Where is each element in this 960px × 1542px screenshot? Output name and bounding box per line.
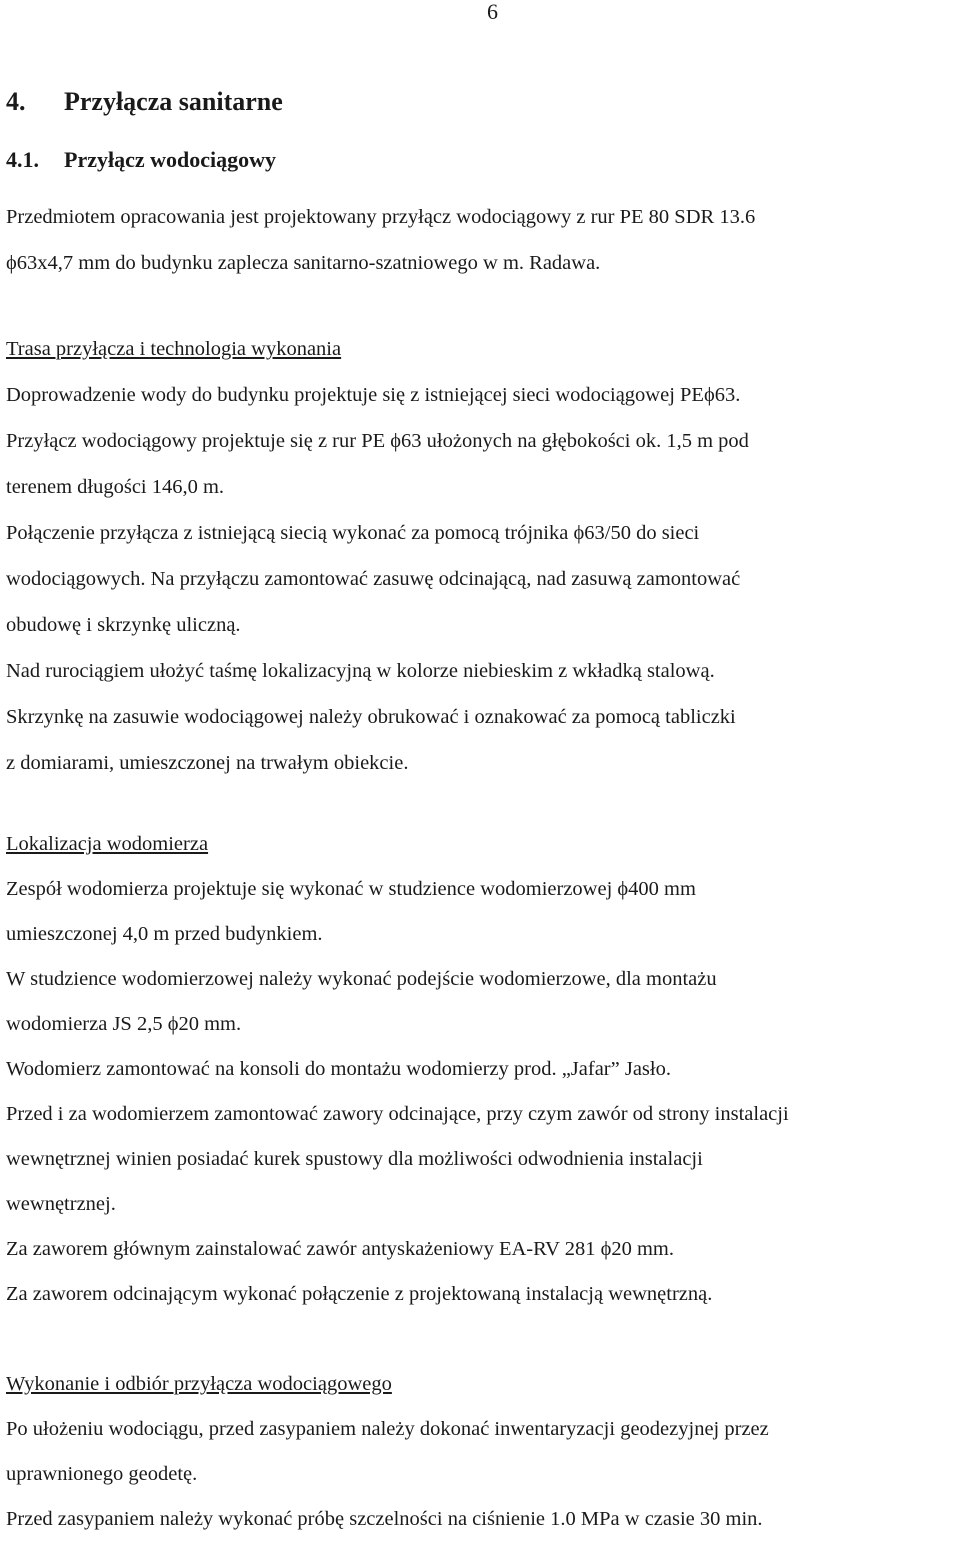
text-line: Doprowadzenie wody do budynku projektuje się z istniejącej sieci wodociągowej PEϕ63. [6,384,741,406]
section-title: Lokalizacja wodomierza [6,833,209,855]
text-line: ϕ63x4,7 mm do budynku zaplecza sanitarno-szatniowego w m. Radawa. [6,252,601,274]
text-line: umieszczonej 4,0 m przed budynkiem. [6,923,323,945]
page-number: 6 [487,0,498,24]
text-line: Przyłącz wodociągowy projektuje się z rur PE ϕ63 ułożonych na głębokości ok. 1,5 m pod [6,430,749,452]
text-line: obudowę i skrzynkę uliczną. [6,614,241,636]
intro-paragraph [6,194,960,286]
heading-section-4 [6,86,283,118]
section-execution [6,1362,960,1542]
text-line: wewnętrznej winien posiadać kurek spustowy dla możliwości odwodnienia instalacji [6,1148,703,1170]
text-line: Przed i za wodomierzem zamontować zawory odcinające, przy czym zawór od strony instalacji [6,1103,789,1125]
text-line: wodociągowych. Na przyłączu zamontować zasuwę odcinającą, nad zasuwą zamontować [6,568,741,590]
text-line: Połączenie przyłącza z istniejącą siecią wykonać za pomocą trójnika ϕ63/50 do sieci [6,522,700,544]
text-line: wodomierza JS 2,5 ϕ20 mm. [6,1013,242,1035]
text-line: Zespół wodomierza projektuje się wykonać w studzience wodomierzowej ϕ400 mm [6,878,696,900]
section-title: Trasa przyłącza i technologia wykonania [6,338,342,360]
text-line: Skrzynkę na zasuwie wodociągowej należy obrukować i oznakować za pomocą tabliczki [6,706,736,728]
text-line: wewnętrznej. [6,1193,116,1215]
text-line: W studzience wodomierzowej należy wykonać podejście wodomierzowe, dla montażu [6,968,717,990]
subheading-number: 4.1. [6,147,39,172]
text-line: uprawnionego geodetę. [6,1463,198,1485]
section-route [6,326,960,786]
section-title: Wykonanie i odbiór przyłącza wodociągowego [6,1373,392,1395]
section-meter [6,822,960,1317]
text-line: Po ułożeniu wodociągu, przed zasypaniem należy dokonać inwentaryzacji geodezyjnej przez [6,1418,769,1440]
heading-number: 4. [6,87,26,116]
text-line: Za zaworem odcinającym wykonać połączenie z projektowaną instalacją wewnętrzną. [6,1283,713,1305]
text-line: Przedmiotem opracowania jest projektowany przyłącz wodociągowy z rur PE 80 SDR 13.6 [6,206,756,228]
text-line: Nad rurociągiem ułożyć taśmę lokalizacyjną w kolorze niebieskim z wkładką stalową. [6,660,715,682]
text-line: Za zaworem głównym zainstalować zawór antyskażeniowy EA-RV 281 ϕ20 mm. [6,1238,675,1260]
text-line: terenem długości 146,0 m. [6,476,225,498]
heading-title: Przyłącza sanitarne [64,87,283,116]
heading-section-4-1 [6,146,276,174]
text-line: Przed zasypaniem należy wykonać próbę szczelności na ciśnienie 1.0 MPa w czasie 30 min. [6,1508,763,1530]
text-line: Wodomierz zamontować na konsoli do montażu wodomierzy prod. „Jafar” Jasło. [6,1058,671,1080]
subheading-title: Przyłącz wodociągowy [64,147,276,172]
text-line: z domiarami, umieszczonej na trwałym obiekcie. [6,752,409,774]
